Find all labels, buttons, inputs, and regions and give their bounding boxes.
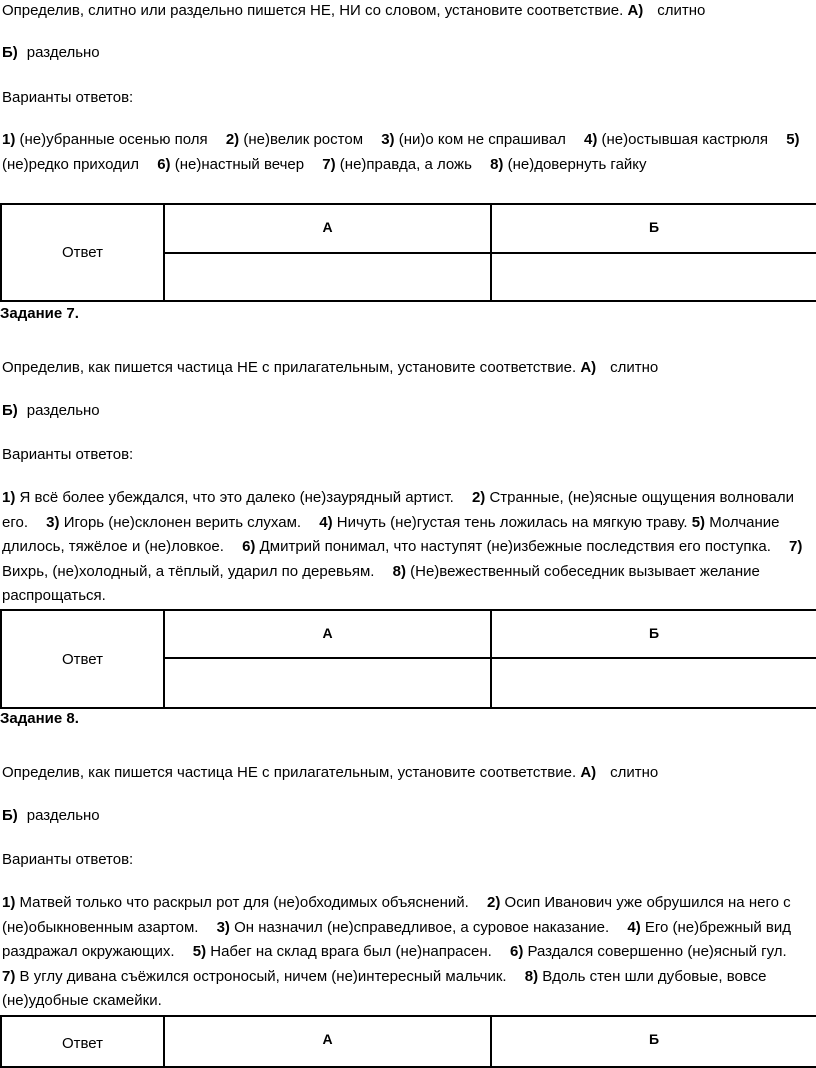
- task6-intro: Определив, слитно или раздельно пишется НЕ, НИ со словом, установите соответствие.: [2, 2, 624, 19]
- task7-heading: Задание 7.: [0, 305, 79, 322]
- answer-label: Ответ: [1, 1016, 164, 1067]
- task7-option-b-label: Б): [2, 402, 18, 419]
- answer-cell-b[interactable]: [491, 253, 816, 301]
- list-item: 7) В углу дивана съёжился остроносый, ничем (не)интересный мальчик.: [2, 967, 507, 985]
- task6-option-b-label: Б): [2, 44, 18, 61]
- task7-variants-list: [2, 486, 814, 609]
- task6-variants-list: [2, 128, 814, 177]
- list-item: 8) Вдоль стен шли дубовые, вовсе (не)удобные скамейки.: [2, 967, 767, 1009]
- task8-option-b: [2, 807, 812, 824]
- task6-intro-line: [2, 2, 812, 19]
- task8-intro-line: [2, 764, 812, 781]
- task8-option-a-label: А): [580, 764, 597, 781]
- column-header-b: Б: [491, 1016, 816, 1067]
- task6-option-a-label: А): [627, 2, 644, 19]
- task8-option-b-text: раздельно: [26, 807, 100, 824]
- column-header-a: А: [164, 1016, 491, 1067]
- task6-option-b-text: раздельно: [26, 44, 100, 61]
- list-item: 1) Я всё более убеждался, что это далеко (не)заурядный артист.: [2, 489, 454, 506]
- list-item: 6) Дмитрий понимал, что наступят (не)избежные последствия его поступка.: [242, 538, 771, 555]
- task6-variants-title: Варианты ответов:: [2, 89, 134, 106]
- task6-option-b: [2, 44, 812, 61]
- list-item: 7) (не)правда, а ложь: [322, 155, 472, 173]
- task8-variants-title: Варианты ответов:: [2, 851, 134, 868]
- answer-cell-a[interactable]: [164, 253, 491, 301]
- list-item: 1) (не)убранные осенью поля: [2, 131, 208, 148]
- list-item: 8) (Не)вежественный собеседник вызывает желание распрощаться.: [2, 562, 760, 604]
- list-item: 2) Странные, (не)ясные ощущения волновали его.: [2, 489, 794, 531]
- task6-option-a-text: слитно: [657, 2, 706, 19]
- task8-option-b-label: Б): [2, 807, 18, 824]
- task7-intro-line: [2, 359, 812, 376]
- answer-label: Ответ: [1, 204, 164, 301]
- list-item: 3) Он назначил (не)справедливое, а суровое наказание.: [216, 918, 610, 936]
- task7-option-b: [2, 402, 812, 419]
- task7-intro: Определив, как пишется частица НЕ с прилагательным, установите соответствие.: [2, 359, 577, 376]
- list-item: 5) Молчание длилось, тяжёлое и (не)ловкое.: [2, 513, 780, 555]
- list-item: 2) Осип Иванович уже обрушился на него с (не)обыкновенным азартом.: [2, 894, 791, 936]
- answer-label: Ответ: [1, 610, 164, 708]
- list-item: 3) (ни)о ком не спрашивал: [381, 131, 566, 148]
- column-header-a: А: [164, 204, 491, 253]
- task7-variants-title: Варианты ответов:: [2, 446, 134, 463]
- list-item: 4) (не)остывшая кастрюля: [584, 131, 769, 148]
- column-header-b: Б: [491, 204, 816, 253]
- column-header-a: А: [164, 610, 491, 658]
- task7-option-a-text: слитно: [610, 359, 659, 376]
- list-item: 6) Раздался совершенно (не)ясный гул.: [509, 943, 787, 960]
- task6-answer-table: [0, 203, 816, 302]
- list-item: 4) Ничуть (не)густая тень ложилась на мягкую траву.: [319, 513, 688, 531]
- list-item: 5) (не)редко приходил: [2, 131, 800, 173]
- task7-option-b-text: раздельно: [26, 402, 100, 419]
- list-item: 1) Матвей только что раскрыл рот для (не)обходимых объяснений.: [2, 894, 469, 911]
- answer-cell-b[interactable]: [491, 658, 816, 708]
- list-item: 6) (не)настный вечер: [157, 155, 305, 173]
- task7-option-a-label: А): [580, 359, 597, 376]
- task8-intro: Определив, как пишется частица НЕ с прилагательным, установите соответствие.: [2, 764, 577, 781]
- answer-cell-a[interactable]: [164, 658, 491, 708]
- task8-answer-table: [0, 1015, 816, 1068]
- task7-answer-table: [0, 609, 816, 709]
- task8-heading: Задание 8.: [0, 710, 79, 727]
- task8-variants-list: [2, 891, 814, 1014]
- list-item: 7) Вихрь, (не)холодный, а тёплый, ударил по деревьям.: [2, 538, 803, 580]
- list-item: 4) Его (не)брежный вид раздражал окружающих.: [2, 918, 792, 960]
- task8-option-a-text: слитно: [610, 764, 659, 781]
- column-header-b: Б: [491, 610, 816, 658]
- list-item: 2) (не)велик ростом: [225, 131, 364, 148]
- list-item: 8) (не)довернуть гайку: [490, 155, 647, 173]
- list-item: 5) Набег на склад врага был (не)напрасен.: [192, 943, 492, 960]
- list-item: 3) Игорь (не)склонен верить слухам.: [46, 513, 302, 531]
